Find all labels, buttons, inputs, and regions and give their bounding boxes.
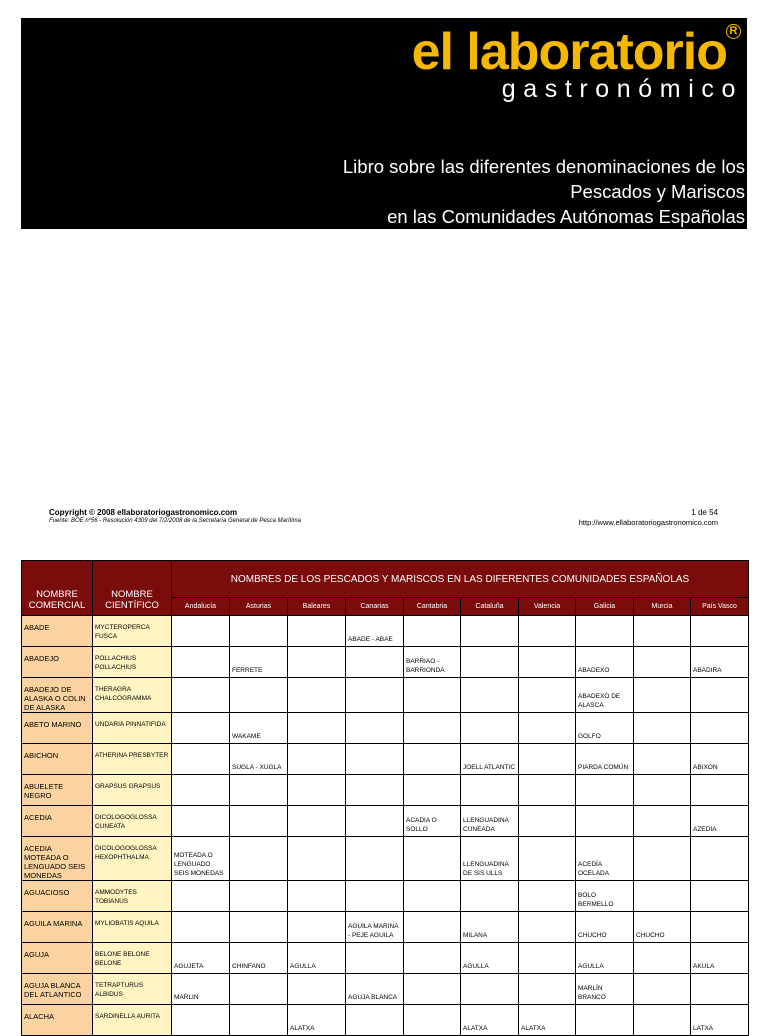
regional-name-cell xyxy=(519,837,576,881)
commercial-name-cell: AGUJA xyxy=(22,943,93,974)
table-row xyxy=(22,974,749,1005)
table-row xyxy=(22,806,749,837)
regional-name-cell xyxy=(634,974,691,1005)
regional-name-cell: LLENGUADINA CUNEADA xyxy=(461,806,519,837)
regional-name-cell: MARLÍN BRANCO xyxy=(576,974,634,1005)
regional-name-cell xyxy=(172,806,230,837)
document-title xyxy=(343,154,745,229)
scientific-name-cell: DICOLOGOGLOSSA HEXOPHTHALMA xyxy=(93,837,172,881)
regional-name-cell xyxy=(346,713,404,744)
regional-name-cell xyxy=(346,943,404,974)
scientific-name-cell: POLLACHIUS POLLACHIUS xyxy=(93,647,172,678)
regional-name-cell xyxy=(634,713,691,744)
commercial-name-cell: ACEDIA MOTEADA O LENGUADO SEIS MONEDAS xyxy=(22,837,93,881)
regional-name-cell: GOLFO xyxy=(576,713,634,744)
regional-name-cell: MARLIN xyxy=(172,974,230,1005)
regional-name-cell xyxy=(172,744,230,775)
regional-name-cell xyxy=(172,713,230,744)
regional-name-cell xyxy=(519,806,576,837)
regional-name-cell: JOELL ATLANTIC xyxy=(461,744,519,775)
regional-name-cell xyxy=(519,647,576,678)
regional-name-cell xyxy=(288,806,346,837)
regional-name-cell: LATXA xyxy=(691,1005,749,1036)
scientific-name-cell: DICOLOGOGLOSSA CUNEATA xyxy=(93,806,172,837)
regional-name-cell: ABADE - ABAE xyxy=(346,616,404,647)
regional-name-cell: ABADEXO DE ALASCA xyxy=(576,678,634,713)
regional-name-cell xyxy=(230,616,288,647)
regional-name-cell xyxy=(576,616,634,647)
source-text: Fuente: BOE nº56 - Resolución 4309 del 7/2/2008 de la Secretaría General de Pesca Marítima xyxy=(49,518,302,524)
regional-name-cell xyxy=(230,806,288,837)
regional-name-cell xyxy=(230,678,288,713)
commercial-name-cell: ABADEJO DE ALASKA O COLIN DE ALASKA xyxy=(22,678,93,713)
regional-name-cell xyxy=(404,678,461,713)
regional-name-cell xyxy=(576,1005,634,1036)
regional-name-cell: ALATXA xyxy=(288,1005,346,1036)
regional-name-cell xyxy=(172,616,230,647)
regional-name-cell xyxy=(691,837,749,881)
regional-name-cell xyxy=(691,912,749,943)
table-row xyxy=(22,678,749,713)
regional-name-cell xyxy=(346,647,404,678)
copyright-text: Copyright © 2008 ellaboratoriogastronomico.com xyxy=(49,508,238,517)
table-row xyxy=(22,943,749,974)
regional-name-cell xyxy=(519,616,576,647)
region-header: Murcia xyxy=(634,598,691,616)
regional-name-cell: CHUCHO xyxy=(634,912,691,943)
regional-name-cell: MILANA xyxy=(461,912,519,943)
regional-name-cell xyxy=(519,881,576,912)
region-header: Asturias xyxy=(230,598,288,616)
regional-name-cell xyxy=(288,647,346,678)
regional-name-cell: MOTEADA O LENGUADO SEIS MONEDAS xyxy=(172,837,230,881)
regional-name-cell xyxy=(346,881,404,912)
regional-name-cell xyxy=(691,974,749,1005)
footer-url[interactable]: http://www.ellaboratoriogastronomico.com xyxy=(578,518,718,527)
commercial-name-cell: ABUELETE NEGRO xyxy=(22,775,93,806)
regional-name-cell xyxy=(230,881,288,912)
regional-name-cell: ABADEXO xyxy=(576,647,634,678)
regional-name-cell xyxy=(404,881,461,912)
regional-name-cell xyxy=(288,616,346,647)
table-row xyxy=(22,1005,749,1036)
regional-name-cell: PIARDA COMÚN xyxy=(576,744,634,775)
header-main: NOMBRES DE LOS PESCADOS Y MARISCOS EN LAS DIFERENTES COMUNIDADES ESPAÑOLAS xyxy=(172,561,749,598)
regional-name-cell xyxy=(634,775,691,806)
regional-name-cell xyxy=(691,775,749,806)
regional-name-cell xyxy=(634,837,691,881)
regional-name-cell: BARRIAO - BARRIONDA xyxy=(404,647,461,678)
table-row xyxy=(22,881,749,912)
regional-name-cell: AGULLA xyxy=(461,943,519,974)
header-banner xyxy=(21,18,747,229)
scientific-name-cell: BELONE BELONE BELONE xyxy=(93,943,172,974)
regional-name-cell xyxy=(346,678,404,713)
commercial-name-cell: ABADE xyxy=(22,616,93,647)
title-line-1: Libro sobre las diferentes denominaciones de los xyxy=(342,156,745,177)
scientific-name-cell: MYLIOBATIS AQUILA xyxy=(93,912,172,943)
regional-name-cell xyxy=(404,744,461,775)
regional-name-cell: AGUJA BLANCA xyxy=(346,974,404,1005)
regional-name-cell xyxy=(172,1005,230,1036)
regional-name-cell xyxy=(230,912,288,943)
regional-name-cell: SUGLA - XUGLA xyxy=(230,744,288,775)
regional-name-cell xyxy=(404,1005,461,1036)
regional-name-cell xyxy=(404,775,461,806)
regional-name-cell xyxy=(519,775,576,806)
region-header: Valencia xyxy=(519,598,576,616)
regional-name-cell xyxy=(288,837,346,881)
regional-name-cell xyxy=(346,1005,404,1036)
registered-icon: R xyxy=(726,24,741,39)
regional-name-cell xyxy=(519,974,576,1005)
table-row xyxy=(22,775,749,806)
regional-name-cell xyxy=(288,744,346,775)
regional-name-cell: FERRETE xyxy=(230,647,288,678)
regional-name-cell: AGULLA xyxy=(288,943,346,974)
regional-name-cell xyxy=(519,713,576,744)
regional-name-cell: CHUCHO xyxy=(576,912,634,943)
regional-name-cell: AKULA xyxy=(691,943,749,974)
regional-name-cell: ABADIRA xyxy=(691,647,749,678)
regional-name-cell: AGULLA xyxy=(576,943,634,974)
regional-name-cell xyxy=(346,744,404,775)
logo-subtitle: gastronómico xyxy=(501,75,743,103)
title-line-2: Pescados y Mariscos xyxy=(570,181,745,202)
regional-name-cell xyxy=(172,775,230,806)
regional-name-cell xyxy=(519,744,576,775)
commercial-name-cell: AGUILA MARINA xyxy=(22,912,93,943)
header-commercial-name: NOMBRE COMERCIAL xyxy=(22,561,93,616)
regional-name-cell xyxy=(519,943,576,974)
regional-name-cell xyxy=(634,881,691,912)
regional-name-cell xyxy=(404,713,461,744)
scientific-name-cell: GRAPSUS GRAPSUS xyxy=(93,775,172,806)
regional-name-cell xyxy=(461,616,519,647)
regional-name-cell xyxy=(519,678,576,713)
regional-name-cell: AGUJETA xyxy=(172,943,230,974)
regional-name-cell xyxy=(634,678,691,713)
regional-name-cell: ALATXA xyxy=(519,1005,576,1036)
regional-name-cell xyxy=(461,713,519,744)
regional-name-cell xyxy=(634,806,691,837)
header-scientific-name: NOMBRE CIENTÍFICO xyxy=(93,561,172,616)
regional-name-cell: CHINFANO xyxy=(230,943,288,974)
regional-name-cell xyxy=(461,775,519,806)
table-row xyxy=(22,744,749,775)
region-header: Galicia xyxy=(576,598,634,616)
regional-name-cell xyxy=(346,837,404,881)
page-number: 1 de 54 xyxy=(691,508,718,517)
regional-name-cell xyxy=(576,775,634,806)
logo-text: el laboratorio xyxy=(411,23,727,81)
commercial-name-cell: ACEDIA xyxy=(22,806,93,837)
regional-name-cell xyxy=(461,881,519,912)
scientific-name-cell: SARDINELLA AURITA xyxy=(93,1005,172,1036)
regional-name-cell: ACADIA O SOLLO xyxy=(404,806,461,837)
regional-name-cell xyxy=(346,806,404,837)
regional-name-cell xyxy=(404,974,461,1005)
regional-name-cell: ALATXA xyxy=(461,1005,519,1036)
regional-name-cell: BOLO BERMELLO xyxy=(576,881,634,912)
regional-name-cell xyxy=(461,647,519,678)
regional-name-cell xyxy=(346,775,404,806)
regional-name-cell xyxy=(288,881,346,912)
table-body xyxy=(22,616,749,1036)
table-row xyxy=(22,713,749,744)
regional-name-cell xyxy=(576,806,634,837)
regional-name-cell: WAKAME xyxy=(230,713,288,744)
title-line-3: en las Comunidades Autónomas Españolas xyxy=(387,206,745,227)
regional-name-cell xyxy=(691,678,749,713)
regional-name-cell xyxy=(461,678,519,713)
regional-name-cell xyxy=(691,616,749,647)
scientific-name-cell: ATHERINA PRESBYTER xyxy=(93,744,172,775)
region-header: Andalucía xyxy=(172,598,230,616)
scientific-name-cell: MYCTEROPERCA FUSCA xyxy=(93,616,172,647)
regional-name-cell xyxy=(172,881,230,912)
region-header: Cantabria xyxy=(404,598,461,616)
regional-name-cell xyxy=(404,943,461,974)
regional-name-cell xyxy=(634,1005,691,1036)
region-header: País Vasco xyxy=(691,598,749,616)
regional-name-cell xyxy=(288,713,346,744)
regional-name-cell: ABIXON xyxy=(691,744,749,775)
scientific-name-cell: UNDARIA PINNATIFIDA xyxy=(93,713,172,744)
regional-name-cell xyxy=(634,943,691,974)
regional-name-cell xyxy=(288,678,346,713)
regional-name-cell xyxy=(230,1005,288,1036)
commercial-name-cell: ABADEJO xyxy=(22,647,93,678)
regional-name-cell xyxy=(172,912,230,943)
regional-name-cell xyxy=(404,837,461,881)
regional-name-cell xyxy=(634,744,691,775)
regional-name-cell: ACEDÍA OCELADA xyxy=(576,837,634,881)
regional-name-cell: LLENGUADINA DE SIS ULLS xyxy=(461,837,519,881)
regional-name-cell xyxy=(230,974,288,1005)
regional-name-cell: AGUILA MARINA - PEJE AGUILA xyxy=(346,912,404,943)
table-row xyxy=(22,616,749,647)
regional-name-cell xyxy=(288,974,346,1005)
commercial-name-cell: ALACHA xyxy=(22,1005,93,1036)
regional-name-cell xyxy=(288,912,346,943)
regional-name-cell xyxy=(691,881,749,912)
regional-name-cell xyxy=(461,974,519,1005)
commercial-name-cell: AGUJA BLANCA DEL ATLANTICO xyxy=(22,974,93,1005)
regional-name-cell: AZEDIA xyxy=(691,806,749,837)
scientific-name-cell: AMMODYTES TOBIANUS xyxy=(93,881,172,912)
commercial-name-cell: AGUACIOSO xyxy=(22,881,93,912)
regional-name-cell xyxy=(172,678,230,713)
regional-name-cell xyxy=(519,912,576,943)
regional-name-cell xyxy=(230,837,288,881)
table-row xyxy=(22,837,749,881)
regional-name-cell xyxy=(691,713,749,744)
regional-name-cell xyxy=(172,647,230,678)
fish-names-table xyxy=(21,560,749,1036)
scientific-name-cell: TETRAPTURUS ALBIDUS xyxy=(93,974,172,1005)
regional-name-cell xyxy=(404,912,461,943)
commercial-name-cell: ABICHON xyxy=(22,744,93,775)
region-header: Cataluña xyxy=(461,598,519,616)
regional-name-cell xyxy=(404,616,461,647)
regional-name-cell xyxy=(634,647,691,678)
regional-name-cell xyxy=(288,775,346,806)
region-header: Canarias xyxy=(346,598,404,616)
regional-name-cell xyxy=(230,775,288,806)
commercial-name-cell: ABETO MARINO xyxy=(22,713,93,744)
region-header: Baleares xyxy=(288,598,346,616)
regional-name-cell xyxy=(634,616,691,647)
scientific-name-cell: THERAGRA CHALCOGRAMMA xyxy=(93,678,172,713)
table-row xyxy=(22,912,749,943)
table-row xyxy=(22,647,749,678)
